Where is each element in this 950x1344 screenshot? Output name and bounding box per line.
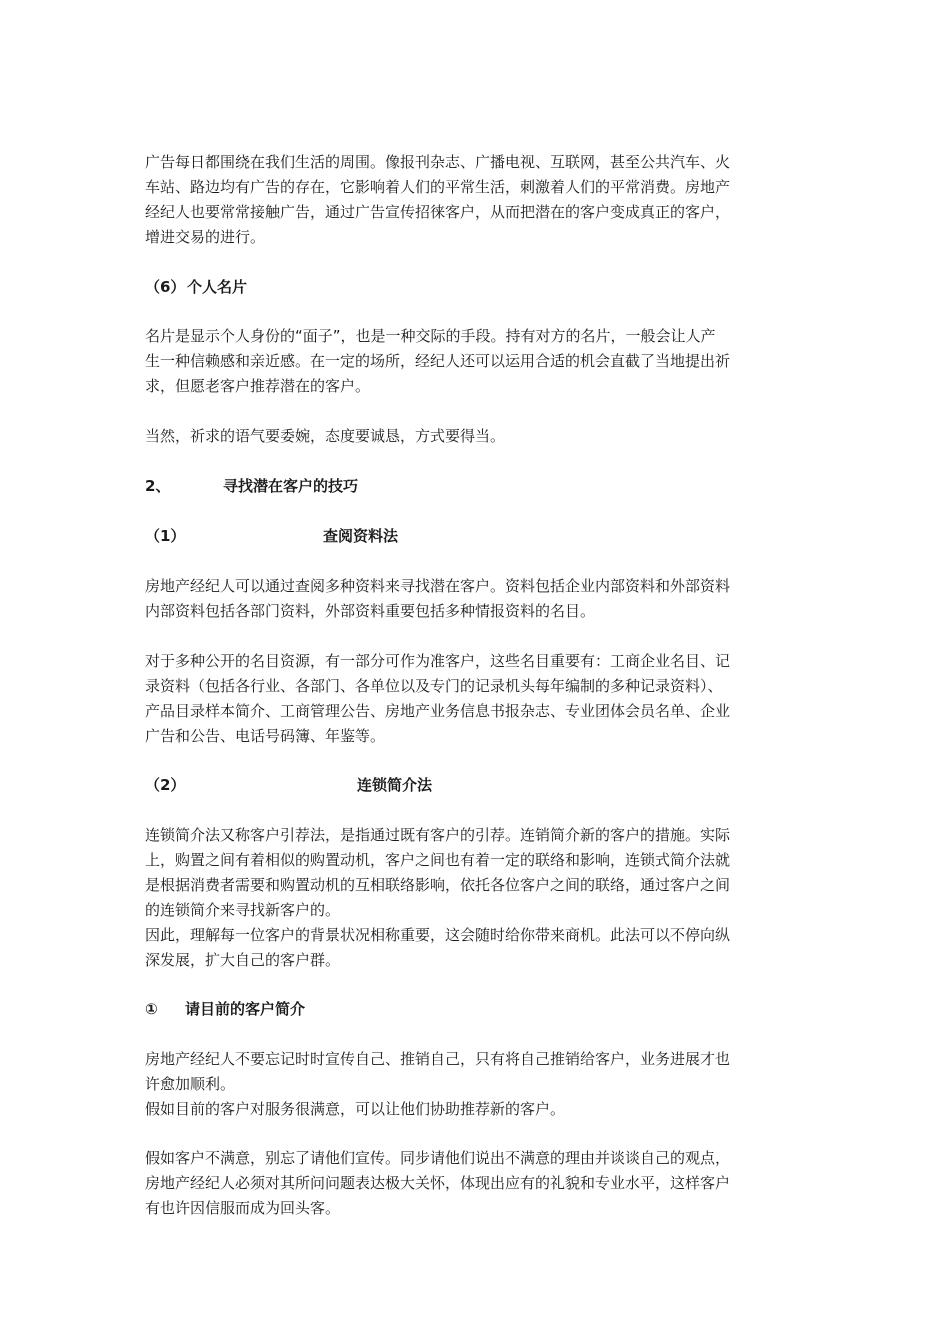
text-line: 是根据消费者需要和购置动机的互相联络影响，依托各位客户之间的联络，通过客户之间 [145,876,731,894]
heading-title: 查阅资料法 [323,527,399,545]
heading-data-lookup [145,524,810,549]
paragraph-business-card [145,324,810,399]
text-line: 房地产经纪人不要忘记时时宣传自己、推销自己，只有将自己推销给客户，业务进展才也 [145,1050,731,1068]
text-line: 内部资料包括各部门资料，外部资料重要包括多种情报资料的名目。 [145,602,596,620]
text-line: 上，购置之间有着相似的购置动机，客户之间也有着一定的联络和影响，连锁式简介法就 [145,851,731,869]
heading-title: 连锁简介法 [357,776,433,794]
text-line: 广告每日都围绕在我们生活的周围。像报刊杂志、广播电视、互联网，甚至公共汽车、火 [145,153,731,171]
text-line: 广告和公告、电话号码簿、年鉴等。 [145,727,386,745]
text-line: 房地产经纪人必须对其所问问题表达极大关怀，体现出应有的礼貌和专业水平，这样客户 [145,1174,731,1192]
heading-number: （6） [145,278,186,296]
text-line: 录资料（包括各行业、各部门、各单位以及专门的记录机头每年编制的多种记录资料）、 [145,677,723,695]
text-line: 生一种信赖感和亲近感。在一定的场所，经纪人还可以运用合适的机会直截了当地提出祈 [145,352,731,370]
text-line: 假如目前的客户对服务很满意，可以让他们协助推荐新的客户。 [145,1100,566,1118]
heading-business-card [145,275,810,300]
paragraph-unsatisfied-clients [145,1146,810,1221]
paragraph-self-promotion [145,1047,810,1122]
text-line: 名片是显示个人身份的“面子”，也是一种交际的手段。持有对方的名片，一般会让人产 [145,327,716,345]
text-line: 车站、路边均有广告的存在，它影响着人们的平常生活，刺激着人们的平常消费。房地产 [145,178,731,196]
text-line: 连锁简介法又称客户引荐法，是指通过既有客户的引荐。连销简介新的客户的措施。实际 [145,826,731,844]
text-line: 产品目录样本简介、工商管理公告、房地产业务信息书报杂志、专业团体会员名单、企业 [145,702,731,720]
text-line: 求，但愿老客户推荐潜在的客户。 [145,377,371,395]
heading-title: 请目前的客户简介 [185,1000,306,1018]
text-line: 有也许因信服而成为回头客。 [145,1199,341,1217]
text-line: 当然，祈求的语气要委婉，态度要诚恳，方式要得当。 [145,427,506,445]
paragraph-data-lookup [145,574,810,624]
text-line: 假如客户不满意，别忘了请他们宣传。同步请他们说出不满意的理由并谈谈自己的观点， [145,1149,731,1167]
text-line: 对于多种公开的名目资源，有一部分可作为准客户，这些名目重要有：工商企业名目、记 [145,652,731,670]
text-line: 经纪人也要常常接触广告，通过广告宣传招徕客户，从而把潜在的客户变成真正的客户， [145,203,731,221]
paragraph-advertising [145,150,810,250]
text-line: 的连锁简介来寻找新客户的。 [145,901,341,919]
heading-number: 2、 [145,477,171,495]
heading-current-client-intro [145,997,810,1022]
heading-number: （1） [145,527,186,545]
text-line: 增进交易的进行。 [145,228,266,246]
heading-chain-referral [145,773,810,798]
heading-number: ① [145,1000,158,1018]
heading-title: 寻找潜在客户的技巧 [223,477,359,495]
paragraph-request-tone [145,424,810,449]
text-line: 因此，理解每一位客户的背景状况相称重要，这会随时给你带来商机。此法可以不停向纵 [145,926,731,944]
heading-number: （2） [145,776,186,794]
heading-title: 个人名片 [187,278,248,296]
paragraph-chain-referral [145,823,810,973]
paragraph-public-lists [145,649,810,749]
heading-finding-techniques [145,474,810,499]
text-line: 许愈加顺利。 [145,1075,236,1093]
text-line: 深发展，扩大自己的客户群。 [145,951,341,969]
text-line: 房地产经纪人可以通过查阅多种资料来寻找潜在客户。资料包括企业内部资料和外部资料 [145,577,731,595]
